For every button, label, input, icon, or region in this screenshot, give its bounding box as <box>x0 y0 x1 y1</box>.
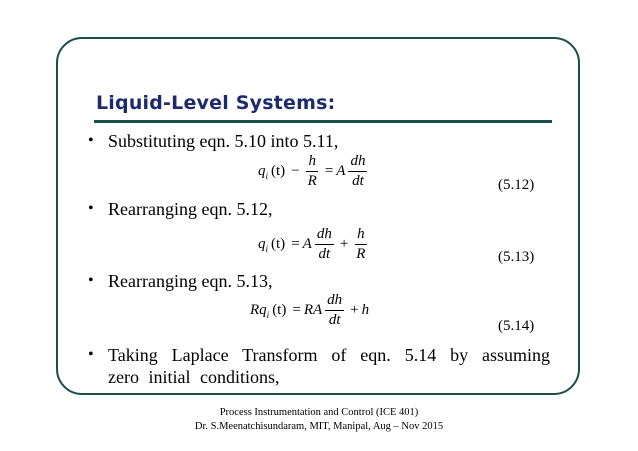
fraction-numerator: dh <box>348 153 367 172</box>
bullet-item-2 <box>88 198 272 220</box>
eq-operator: + <box>350 302 359 318</box>
equation-number: (5.12) <box>498 177 535 193</box>
footer-course: Process Instrumentation and Control (ICE 401) <box>219 407 419 418</box>
fraction-denominator: dt <box>352 173 364 189</box>
eq-operator: + <box>339 236 349 252</box>
fraction-numerator: h <box>355 226 367 245</box>
eq-lhs: q <box>258 163 266 179</box>
eq-coefficient: RA <box>303 302 323 318</box>
fraction-denominator: R <box>356 246 366 262</box>
bullet-item-4 <box>88 344 550 388</box>
bullet-symbol: • <box>88 132 94 149</box>
eq-fraction <box>325 292 344 329</box>
eq-operator: − <box>291 163 300 179</box>
eq-lhs: q <box>258 236 266 252</box>
eq-lhs: Rq <box>250 302 267 318</box>
eq-fraction <box>354 226 367 263</box>
fraction-denominator: dt <box>318 246 331 262</box>
bullet-text: Taking Laplace Transform of eqn. 5.14 by assuming zero initial conditions, <box>108 345 550 387</box>
bullet-text: Rearranging eqn. 5.13, <box>108 271 273 291</box>
eq-fraction <box>348 153 367 190</box>
fraction-numerator: h <box>306 153 318 172</box>
eq-equals: = <box>291 236 300 252</box>
bullet-item-1 <box>88 130 338 152</box>
eq-lhs-subscript: i <box>265 243 269 254</box>
eq-coefficient: A <box>302 236 312 252</box>
eq-coefficient: A <box>336 163 346 179</box>
bullet-text: Rearranging eqn. 5.12, <box>108 199 273 219</box>
bullet-symbol: • <box>88 272 94 289</box>
bullet-symbol: • <box>88 200 94 217</box>
eq-equals: = <box>292 302 301 318</box>
equation-number: (5.14) <box>498 318 535 334</box>
footer-author: Dr. S.Meenatchisundaram, MIT, Manipal, Aug – Nov 2015 <box>194 421 444 432</box>
equation-number: (5.13) <box>498 249 535 265</box>
eq-lhs-arg: (t) <box>271 236 286 252</box>
fraction-numerator: dh <box>315 226 334 245</box>
equation-5-13 <box>258 226 370 263</box>
bullet-symbol: • <box>88 346 94 363</box>
eq-lhs-subscript: i <box>266 309 270 320</box>
eq-fraction <box>315 226 334 263</box>
eq-lhs-arg: (t) <box>272 302 287 318</box>
equation-5-12 <box>258 153 370 190</box>
title-underline <box>94 120 552 123</box>
eq-tail-term: h <box>361 302 370 318</box>
eq-equals: = <box>324 163 334 179</box>
fraction-denominator: R <box>307 173 317 189</box>
eq-lhs-arg: (t) <box>271 163 286 179</box>
equation-5-14 <box>250 292 369 329</box>
bullet-item-3 <box>88 270 272 292</box>
bullet-text: Substituting eqn. 5.10 into 5.11, <box>108 131 339 151</box>
eq-fraction <box>306 153 319 190</box>
fraction-denominator: dt <box>328 312 341 328</box>
fraction-numerator: dh <box>325 292 344 311</box>
slide-title: Liquid-Level Systems: <box>96 92 336 114</box>
eq-lhs-subscript: i <box>265 170 269 181</box>
